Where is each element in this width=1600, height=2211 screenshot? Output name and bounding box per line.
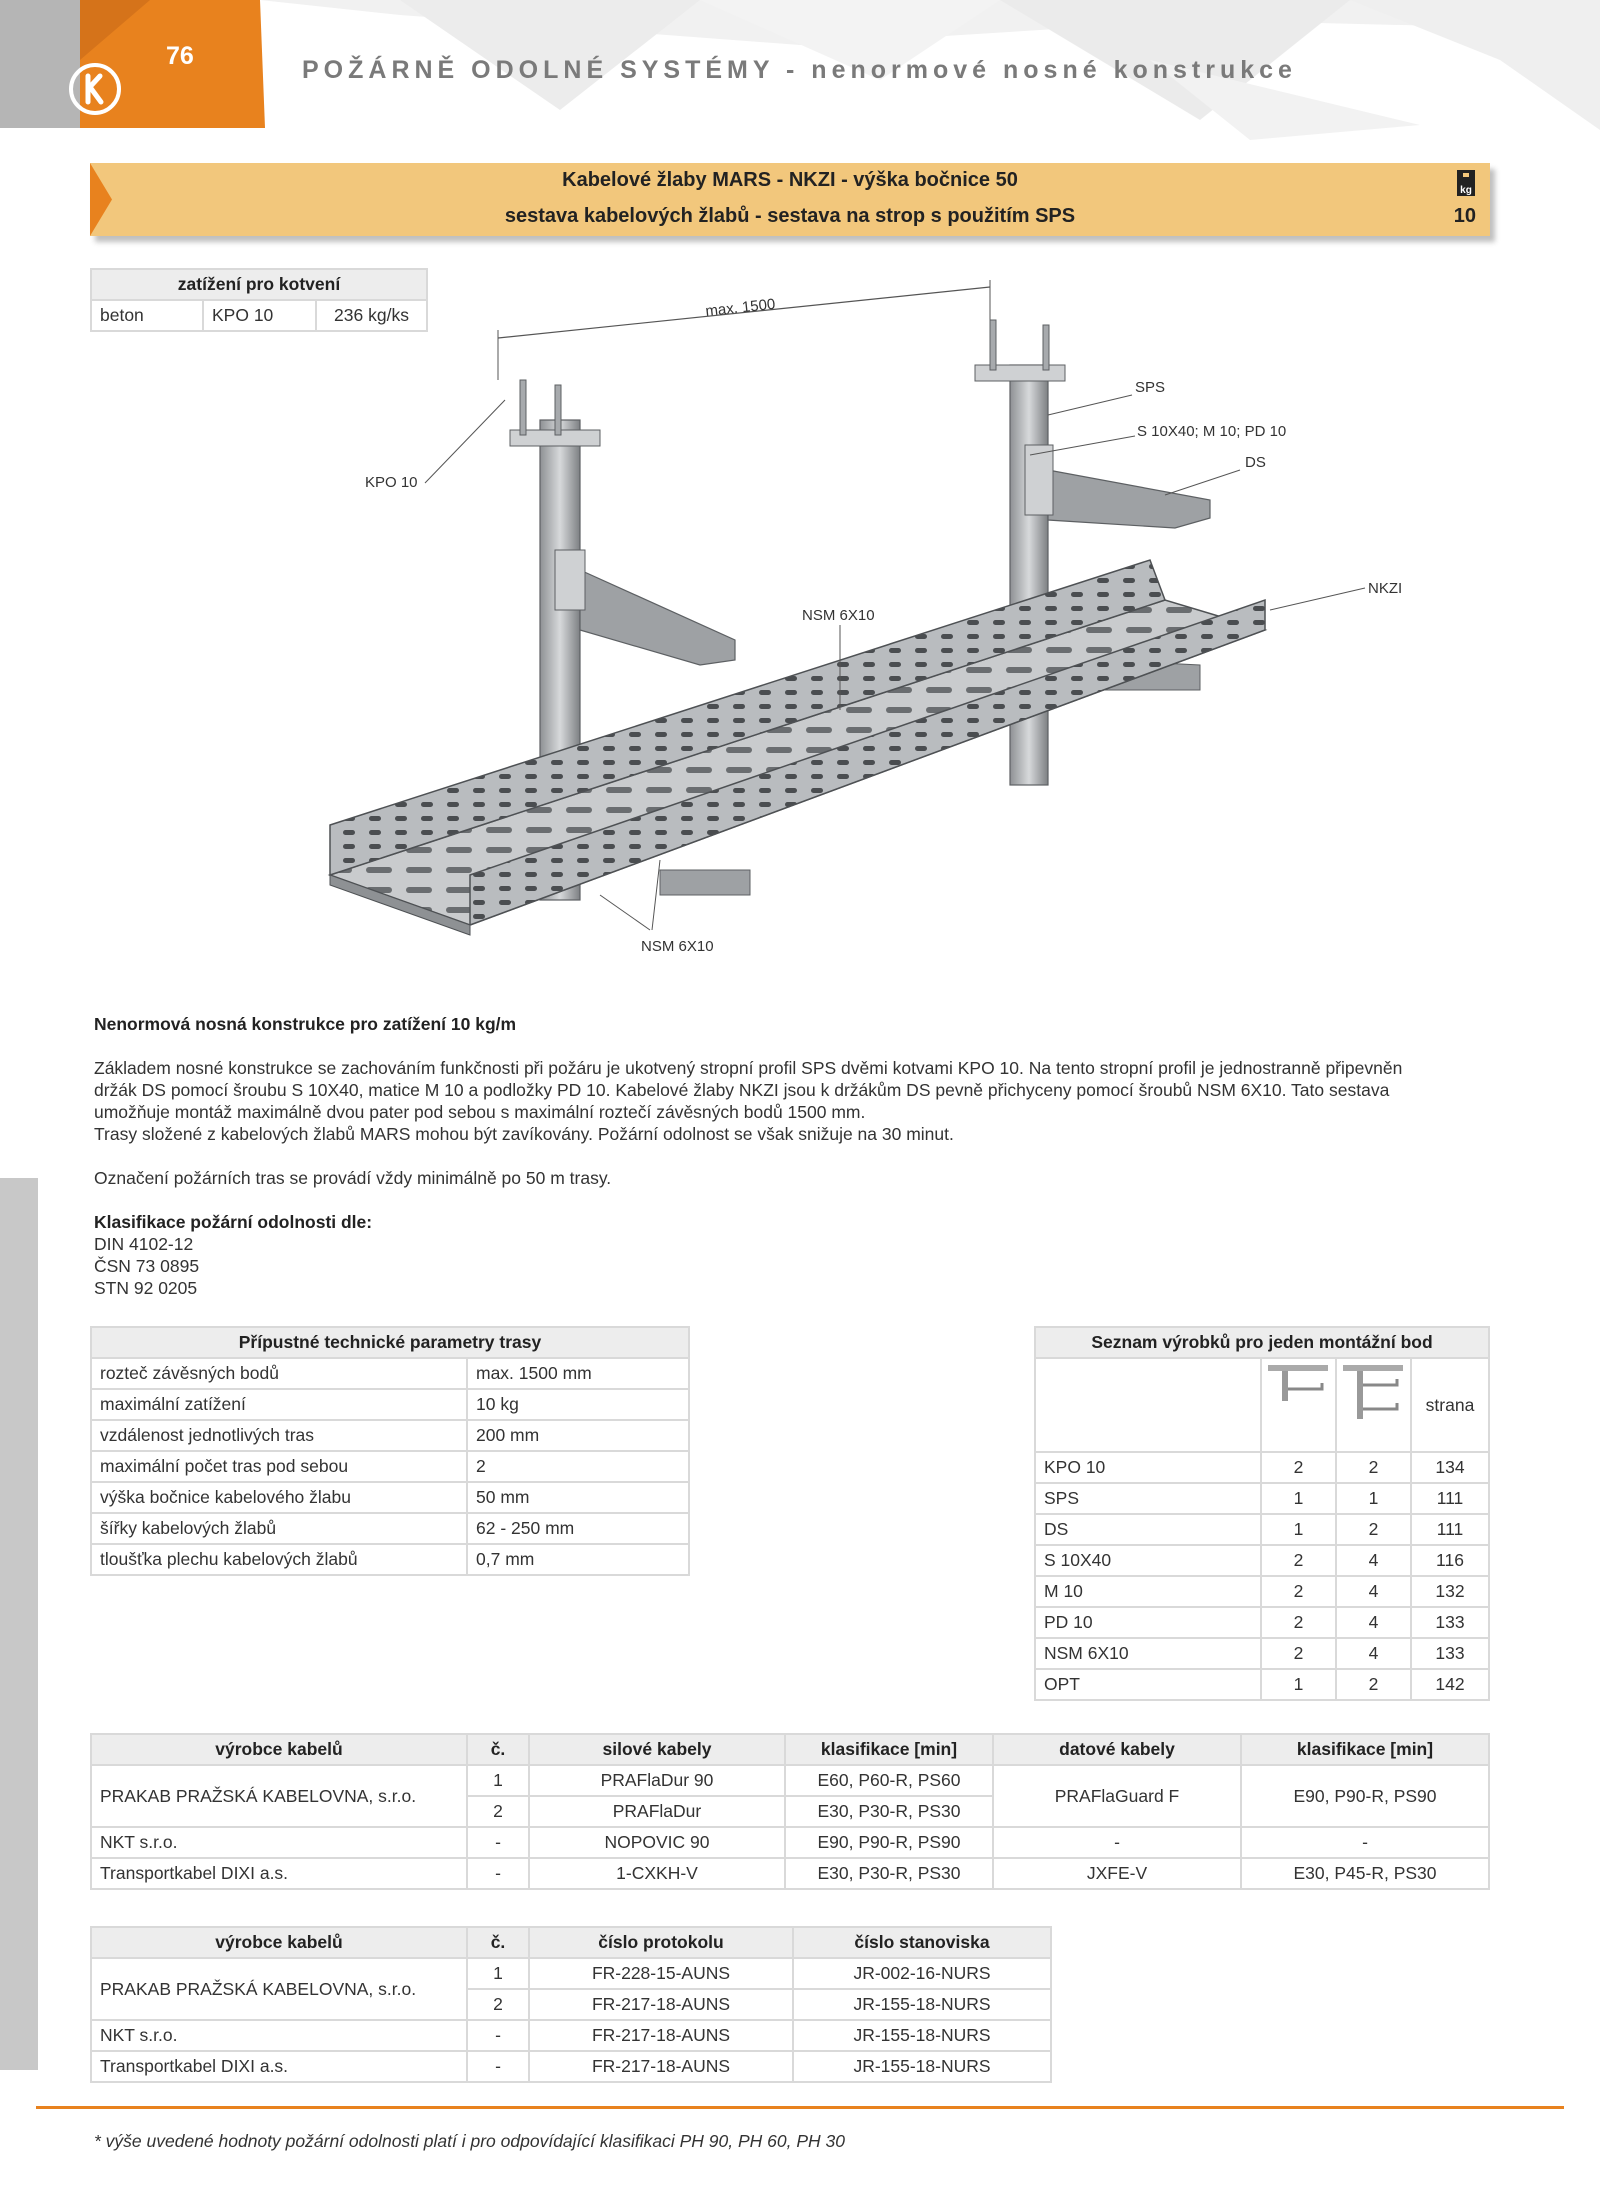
table-header-cell: číslo stanoviska: [793, 1927, 1051, 1958]
table-cell: 1: [467, 1958, 529, 1989]
table-cell: 4: [1336, 1638, 1411, 1669]
table-row: [91, 2051, 1051, 2082]
classification-item: ČSN 73 0895: [94, 1256, 200, 1276]
svg-text:kg: kg: [1460, 185, 1472, 196]
table-header-cell: klasifikace [min]: [785, 1734, 993, 1765]
table-row: [91, 1858, 1489, 1889]
table-row: [91, 1451, 689, 1482]
table-row: [91, 1482, 689, 1513]
table-cell: [1261, 1358, 1336, 1452]
product-banner: [90, 163, 1490, 236]
table-header-cell: klasifikace [min]: [1241, 1734, 1489, 1765]
table-cell: Transportkabel DIXI a.s.: [91, 2051, 467, 2082]
footnote: * výše uvedené hodnoty požární odolnosti platí i pro odpovídající klasifikaci PH 90, PH 60, PH 30: [94, 2131, 845, 2151]
table-cell: 1: [1261, 1483, 1336, 1514]
label-ds: DS: [1245, 454, 1266, 471]
table-cell: 1: [1336, 1483, 1411, 1514]
table-cell: FR-217-18-AUNS: [529, 2051, 793, 2082]
table-cell: -: [467, 1858, 529, 1889]
table-cell: NKT s.r.o.: [91, 1827, 467, 1858]
table-cell: -: [467, 2020, 529, 2051]
table-cell: NSM 6X10: [1035, 1638, 1261, 1669]
table-cell: OPT: [1035, 1669, 1261, 1700]
label-nsm-bottom: NSM 6X10: [641, 938, 714, 955]
table-row: [91, 1827, 1489, 1858]
technical-parameters-table: [90, 1326, 690, 1576]
table-cell: PRAFlaDur 90: [529, 1765, 785, 1796]
table-cell: -: [1241, 1827, 1489, 1858]
table-cell: 200 mm: [467, 1420, 689, 1451]
table-row: [91, 1765, 1489, 1796]
table-cell: JR-002-16-NURS: [793, 1958, 1051, 1989]
table-cell: E30, P30-R, PS30: [785, 1796, 993, 1827]
table-cell: PRAKAB PRAŽSKÁ KABELOVNA, s.r.o.: [91, 1765, 467, 1827]
table-header-cell: č.: [467, 1927, 529, 1958]
table-cell: 1: [1261, 1514, 1336, 1545]
table-header-row: [91, 1734, 1489, 1765]
table-cell: 132: [1411, 1576, 1489, 1607]
product-list-table: [1034, 1326, 1490, 1701]
table-cell: 2: [1261, 1607, 1336, 1638]
table-cell: beton: [91, 300, 203, 331]
assembly-diagram: [240, 290, 1403, 970]
table-cell: FR-217-18-AUNS: [529, 1989, 793, 2020]
table-cell: rozteč závěsných bodů: [91, 1358, 467, 1389]
table-cell: -: [467, 2051, 529, 2082]
table-cell: 4: [1336, 1607, 1411, 1638]
label-nkzi: NKZI: [1368, 580, 1403, 597]
table-cell: 236 kg/ks: [316, 300, 427, 331]
marking-note: Označení požárních tras se provádí vždy minimálně po 50 m trasy.: [94, 1168, 612, 1188]
table-row: [91, 1389, 689, 1420]
table-row: [1035, 1607, 1489, 1638]
table-cell: 111: [1411, 1514, 1489, 1545]
description-paragraph-line: Trasy složené z kabelových žlabů MARS mohou být zavíkovány. Požární odolnost se však snižuje na 30 minut.: [94, 1124, 954, 1144]
table-cell: 4: [1336, 1545, 1411, 1576]
table-cell: 10 kg: [467, 1389, 689, 1420]
table-row: [1035, 1483, 1489, 1514]
table-cell: 2: [1261, 1452, 1336, 1483]
table-row: [91, 1358, 689, 1389]
params-table-header: Přípustné technické parametry trasy: [91, 1327, 689, 1358]
table-row: [1035, 1545, 1489, 1576]
anchor-table-header: zatížení pro kotvení: [91, 269, 427, 300]
table-cell: 116: [1411, 1545, 1489, 1576]
table-cell: FR-228-15-AUNS: [529, 1958, 793, 1989]
footer-divider: [36, 2106, 1564, 2109]
company-logo-icon: [68, 62, 122, 116]
table-cell: 2: [1336, 1452, 1411, 1483]
description-paragraph-line: držák DS pomocí šroubu S 10X40, matice M 10 a podložky PD 10. Kabelové žlaby NKZI jsou k držákům DS pevně přichyceny pomocí šroubů NSM 6X10. Tato sestava: [94, 1080, 1390, 1100]
table-cell: FR-217-18-AUNS: [529, 2020, 793, 2051]
table-cell: 111: [1411, 1483, 1489, 1514]
cable-classification-table: [90, 1733, 1490, 1890]
table-cell: NOPOVIC 90: [529, 1827, 785, 1858]
table-cell: Transportkabel DIXI a.s.: [91, 1858, 467, 1889]
table-row: [91, 1544, 689, 1575]
products-table-header: Seznam výrobků pro jeden montážní bod: [1035, 1327, 1489, 1358]
table-cell: 142: [1411, 1669, 1489, 1700]
table-cell: 2: [467, 1796, 529, 1827]
table-cell: SPS: [1035, 1483, 1261, 1514]
table-cell: JR-155-18-NURS: [793, 2051, 1051, 2082]
table-cell: tloušťka plechu kabelových žlabů: [91, 1544, 467, 1575]
table-cell: PRAFlaGuard F: [993, 1765, 1241, 1827]
description: [94, 1013, 1486, 1299]
table-cell: -: [467, 1827, 529, 1858]
table-cell: maximální počet tras pod sebou: [91, 1451, 467, 1482]
table-cell: [1035, 1358, 1261, 1452]
description-paragraph-line: Základem nosné konstrukce se zachováním funkčnosti při požáru je ukotvený stropní profil SPS dvěmi kotvami KPO 10. Na tento stropní profil je jednostranně připevněn: [94, 1058, 1403, 1078]
table-cell: 133: [1411, 1607, 1489, 1638]
side-bar: [0, 1178, 38, 2070]
classification-item: STN 92 0205: [94, 1278, 198, 1298]
classification-item: DIN 4102-12: [94, 1234, 194, 1254]
table-cell: strana: [1411, 1358, 1489, 1452]
weight-value: 10: [1453, 205, 1476, 227]
table-cell: E60, P60-R, PS60: [785, 1765, 993, 1796]
table-header-cell: výrobce kabelů: [91, 1927, 467, 1958]
description-paragraph-line: umožňuje montáž maximálně dvou pater pod sebou s maximální roztečí závěsných bodů 1500 mm.: [94, 1102, 866, 1122]
table-cell: 4: [1336, 1576, 1411, 1607]
table-cell: max. 1500 mm: [467, 1358, 689, 1389]
table-cell: 1: [467, 1765, 529, 1796]
table-row: [1035, 1669, 1489, 1700]
table-cell: JR-155-18-NURS: [793, 2020, 1051, 2051]
table-cell: vzdálenost jednotlivých tras: [91, 1420, 467, 1451]
weight-kg-icon: [1456, 169, 1476, 197]
table-header-cell: výrobce kabelů: [91, 1734, 467, 1765]
table-cell: výška bočnice kabelového žlabu: [91, 1482, 467, 1513]
table-row: [1035, 1358, 1489, 1452]
table-row: [1035, 1452, 1489, 1483]
table-cell: šířky kabelových žlabů: [91, 1513, 467, 1544]
table-cell: 2: [1336, 1514, 1411, 1545]
banner-title-line1: Kabelové žlaby MARS - NKZI - výška bočnice 50: [562, 169, 1018, 191]
table-cell: 1-CXKH-V: [529, 1858, 785, 1889]
table-cell: [1336, 1358, 1411, 1452]
table-cell: 1: [1261, 1669, 1336, 1700]
table-cell: 2: [1261, 1545, 1336, 1576]
table-cell: -: [993, 1827, 1241, 1858]
header-title: POŽÁRNĚ ODOLNÉ SYSTÉMY - nenormové nosné konstrukce: [302, 56, 1297, 84]
classification-heading: Klasifikace požární odolnosti dle:: [94, 1212, 373, 1232]
table-header-row: [91, 1927, 1051, 1958]
table-row: [1035, 1514, 1489, 1545]
table-row: [91, 1420, 689, 1451]
table-cell: E90, P90-R, PS90: [1241, 1765, 1489, 1827]
table-header-cell: datové kabely: [993, 1734, 1241, 1765]
table-cell: PD 10: [1035, 1607, 1261, 1638]
label-kpo: KPO 10: [365, 474, 418, 491]
table-cell: JXFE-V: [993, 1858, 1241, 1889]
table-cell: S 10X40: [1035, 1545, 1261, 1576]
table-row: [1035, 1576, 1489, 1607]
table-header-cell: silové kabely: [529, 1734, 785, 1765]
table-cell: 2: [1261, 1576, 1336, 1607]
table-cell: E30, P45-R, PS30: [1241, 1858, 1489, 1889]
page-number: 76: [166, 42, 194, 70]
table-cell: 50 mm: [467, 1482, 689, 1513]
table-cell: 134: [1411, 1452, 1489, 1483]
table-cell: JR-155-18-NURS: [793, 1989, 1051, 2020]
table-cell: maximální zatížení: [91, 1389, 467, 1420]
protocol-table: [90, 1926, 1052, 2083]
table-cell: NKT s.r.o.: [91, 2020, 467, 2051]
table-cell: PRAKAB PRAŽSKÁ KABELOVNA, s.r.o.: [91, 1958, 467, 2020]
label-nsm-top: NSM 6X10: [802, 607, 875, 624]
table-row: [91, 1958, 1051, 1989]
table-cell: E90, P90-R, PS90: [785, 1827, 993, 1858]
table-cell: DS: [1035, 1514, 1261, 1545]
banner-title-line2: sestava kabelových žlabů - sestava na strop s použitím SPS: [504, 205, 1076, 227]
table-cell: KPO 10: [203, 300, 316, 331]
table-cell: 0,7 mm: [467, 1544, 689, 1575]
table-cell: 2: [467, 1451, 689, 1482]
label-span: max. 1500: [704, 295, 777, 320]
table-cell: PRAFlaDur: [529, 1796, 785, 1827]
table-header-cell: číslo protokolu: [529, 1927, 793, 1958]
table-cell: M 10: [1035, 1576, 1261, 1607]
table-row: [91, 1513, 689, 1544]
table-cell: 2: [1261, 1638, 1336, 1669]
table-header-cell: č.: [467, 1734, 529, 1765]
description-heading: Nenormová nosná konstrukce pro zatížení 10 kg/m: [94, 1014, 517, 1034]
table-row: [91, 2020, 1051, 2051]
table-cell: 62 - 250 mm: [467, 1513, 689, 1544]
table-cell: 2: [467, 1989, 529, 2020]
table-row: [1035, 1638, 1489, 1669]
label-screw: S 10X40; M 10; PD 10: [1137, 423, 1287, 440]
table-cell: E30, P30-R, PS30: [785, 1858, 993, 1889]
table-cell: 133: [1411, 1638, 1489, 1669]
single-tier-icon: [1266, 1363, 1330, 1407]
table-cell: KPO 10: [1035, 1452, 1261, 1483]
table-cell: 2: [1336, 1669, 1411, 1700]
double-tier-icon: [1341, 1363, 1405, 1423]
label-sps: SPS: [1135, 379, 1166, 396]
